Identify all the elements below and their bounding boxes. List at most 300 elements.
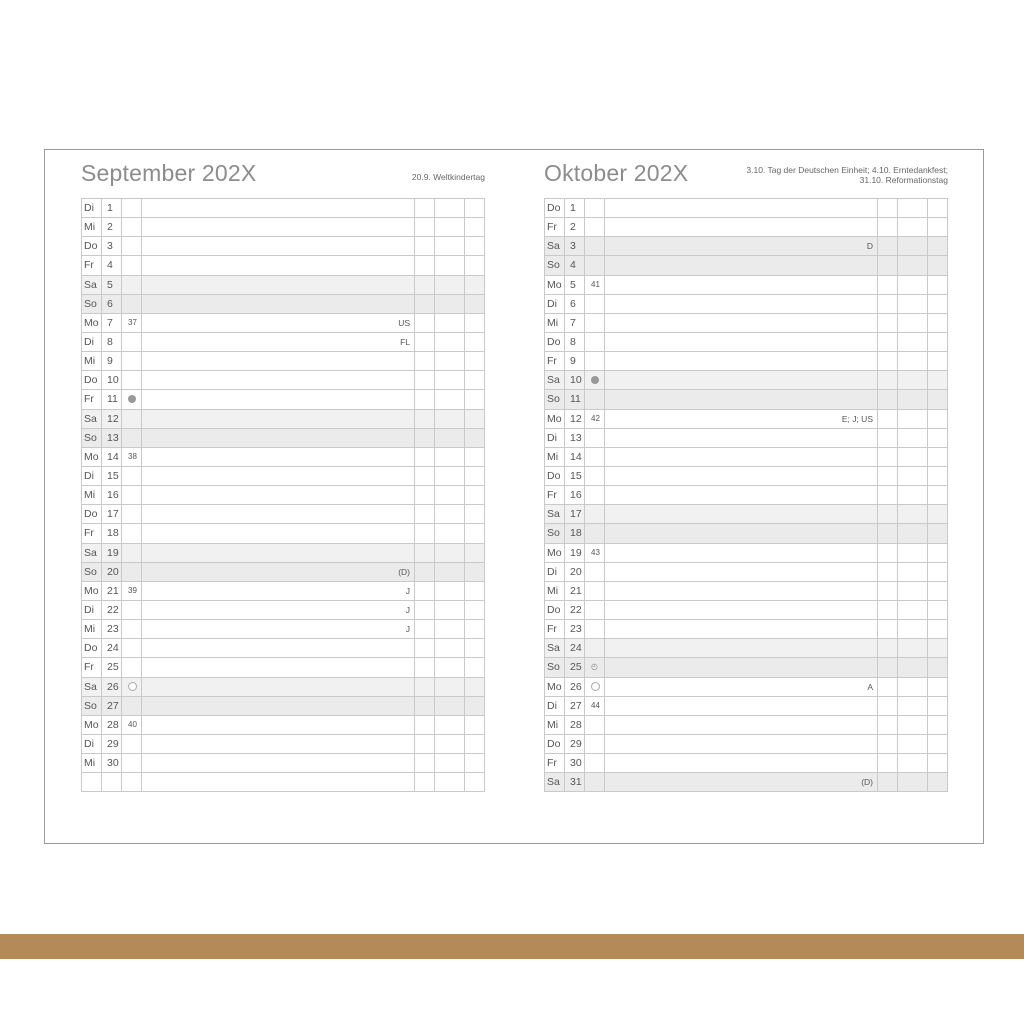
extra-column[interactable] xyxy=(928,294,948,313)
day-number[interactable]: 2 xyxy=(102,218,122,237)
day-number[interactable]: 9 xyxy=(102,352,122,371)
day-number[interactable]: 7 xyxy=(565,313,585,332)
extra-column[interactable] xyxy=(435,313,465,332)
day-entry[interactable] xyxy=(142,237,415,256)
extra-column[interactable] xyxy=(878,754,898,773)
week-number[interactable] xyxy=(122,218,142,237)
week-number[interactable] xyxy=(122,639,142,658)
extra-column[interactable] xyxy=(878,199,898,218)
week-number[interactable]: 40 xyxy=(122,715,142,734)
weekday-label[interactable]: Do xyxy=(82,639,102,658)
extra-column[interactable] xyxy=(898,294,928,313)
extra-column[interactable] xyxy=(435,409,465,428)
day-entry[interactable] xyxy=(142,639,415,658)
extra-column[interactable] xyxy=(415,199,435,218)
day-entry[interactable] xyxy=(605,466,878,485)
day-entry[interactable]: (D) xyxy=(605,773,878,792)
day-entry[interactable] xyxy=(605,428,878,447)
weekday-label[interactable]: Mi xyxy=(82,486,102,505)
weekday-label[interactable]: Mi xyxy=(82,620,102,639)
day-entry[interactable] xyxy=(142,677,415,696)
extra-column[interactable] xyxy=(898,600,928,619)
week-number[interactable] xyxy=(122,199,142,218)
extra-column[interactable] xyxy=(465,275,485,294)
extra-column[interactable] xyxy=(415,658,435,677)
extra-column[interactable] xyxy=(878,620,898,639)
extra-column[interactable] xyxy=(465,773,485,792)
weekday-label[interactable]: So xyxy=(545,390,565,409)
extra-column[interactable] xyxy=(878,562,898,581)
day-number[interactable]: 10 xyxy=(565,371,585,390)
extra-column[interactable] xyxy=(898,677,928,696)
weekday-label[interactable]: Do xyxy=(545,199,565,218)
extra-column[interactable] xyxy=(415,543,435,562)
week-number[interactable] xyxy=(585,332,605,351)
day-number[interactable]: 19 xyxy=(102,543,122,562)
day-entry[interactable] xyxy=(142,543,415,562)
extra-column[interactable] xyxy=(435,237,465,256)
day-entry[interactable] xyxy=(605,218,878,237)
extra-column[interactable] xyxy=(415,466,435,485)
extra-column[interactable] xyxy=(928,332,948,351)
extra-column[interactable] xyxy=(435,275,465,294)
extra-column[interactable] xyxy=(435,332,465,351)
week-number[interactable] xyxy=(585,600,605,619)
day-number[interactable]: 29 xyxy=(102,734,122,753)
week-number[interactable]: 39 xyxy=(122,581,142,600)
extra-column[interactable] xyxy=(928,428,948,447)
weekday-label[interactable]: Mi xyxy=(82,218,102,237)
extra-column[interactable] xyxy=(878,696,898,715)
extra-column[interactable] xyxy=(928,581,948,600)
extra-column[interactable] xyxy=(465,313,485,332)
extra-column[interactable] xyxy=(928,447,948,466)
extra-column[interactable] xyxy=(878,658,898,677)
week-number[interactable] xyxy=(122,677,142,696)
day-entry[interactable] xyxy=(605,562,878,581)
extra-column[interactable] xyxy=(415,562,435,581)
extra-column[interactable] xyxy=(898,466,928,485)
extra-column[interactable] xyxy=(898,773,928,792)
extra-column[interactable] xyxy=(415,677,435,696)
week-number[interactable] xyxy=(122,371,142,390)
extra-column[interactable] xyxy=(465,332,485,351)
extra-column[interactable] xyxy=(928,734,948,753)
day-number[interactable]: 12 xyxy=(102,409,122,428)
day-entry[interactable]: J xyxy=(142,600,415,619)
extra-column[interactable] xyxy=(878,639,898,658)
extra-column[interactable] xyxy=(415,256,435,275)
extra-column[interactable] xyxy=(878,524,898,543)
day-number[interactable]: 5 xyxy=(565,275,585,294)
day-entry[interactable] xyxy=(142,505,415,524)
week-number[interactable] xyxy=(122,294,142,313)
extra-column[interactable] xyxy=(898,313,928,332)
extra-column[interactable] xyxy=(465,199,485,218)
extra-column[interactable] xyxy=(435,352,465,371)
extra-column[interactable] xyxy=(465,218,485,237)
extra-column[interactable] xyxy=(878,352,898,371)
weekday-label[interactable]: So xyxy=(82,696,102,715)
weekday-label[interactable]: Di xyxy=(545,428,565,447)
extra-column[interactable] xyxy=(435,639,465,658)
extra-column[interactable] xyxy=(435,773,465,792)
week-number[interactable] xyxy=(122,275,142,294)
extra-column[interactable] xyxy=(435,524,465,543)
day-entry[interactable] xyxy=(142,256,415,275)
extra-column[interactable] xyxy=(465,237,485,256)
day-entry[interactable] xyxy=(142,715,415,734)
day-number[interactable]: 22 xyxy=(102,600,122,619)
extra-column[interactable] xyxy=(878,275,898,294)
week-number[interactable] xyxy=(122,696,142,715)
extra-column[interactable] xyxy=(928,524,948,543)
day-number[interactable]: 30 xyxy=(102,754,122,773)
extra-column[interactable] xyxy=(435,696,465,715)
weekday-label[interactable]: Sa xyxy=(545,639,565,658)
weekday-label[interactable]: Fr xyxy=(82,390,102,409)
week-number[interactable] xyxy=(122,734,142,753)
extra-column[interactable] xyxy=(435,658,465,677)
day-number[interactable]: 21 xyxy=(565,581,585,600)
extra-column[interactable] xyxy=(928,486,948,505)
extra-column[interactable] xyxy=(415,447,435,466)
week-number[interactable] xyxy=(122,466,142,485)
week-number[interactable] xyxy=(122,428,142,447)
week-number[interactable] xyxy=(122,332,142,351)
day-entry[interactable] xyxy=(605,199,878,218)
weekday-label[interactable]: Di xyxy=(82,199,102,218)
extra-column[interactable] xyxy=(928,218,948,237)
weekday-label[interactable]: Fr xyxy=(545,486,565,505)
day-entry[interactable] xyxy=(605,294,878,313)
day-number[interactable]: 10 xyxy=(102,371,122,390)
extra-column[interactable] xyxy=(928,715,948,734)
day-entry[interactable] xyxy=(605,715,878,734)
day-number[interactable]: 2 xyxy=(565,218,585,237)
week-number[interactable] xyxy=(585,294,605,313)
day-number[interactable]: 3 xyxy=(565,237,585,256)
day-number[interactable]: 9 xyxy=(565,352,585,371)
extra-column[interactable] xyxy=(435,562,465,581)
extra-column[interactable] xyxy=(465,294,485,313)
extra-column[interactable] xyxy=(928,562,948,581)
extra-column[interactable] xyxy=(928,754,948,773)
week-number[interactable] xyxy=(585,677,605,696)
weekday-label[interactable]: Di xyxy=(82,734,102,753)
extra-column[interactable] xyxy=(435,754,465,773)
extra-column[interactable] xyxy=(878,543,898,562)
week-number[interactable] xyxy=(122,352,142,371)
extra-column[interactable] xyxy=(465,466,485,485)
extra-column[interactable] xyxy=(415,237,435,256)
day-number[interactable]: 19 xyxy=(565,543,585,562)
extra-column[interactable] xyxy=(435,294,465,313)
day-entry[interactable] xyxy=(142,773,415,792)
day-number[interactable]: 12 xyxy=(565,409,585,428)
extra-column[interactable] xyxy=(435,428,465,447)
day-entry[interactable] xyxy=(142,352,415,371)
day-number[interactable]: 14 xyxy=(565,447,585,466)
day-entry[interactable] xyxy=(142,524,415,543)
week-number[interactable] xyxy=(122,237,142,256)
day-number[interactable]: 23 xyxy=(565,620,585,639)
extra-column[interactable] xyxy=(878,332,898,351)
week-number[interactable] xyxy=(122,658,142,677)
day-entry[interactable] xyxy=(142,409,415,428)
extra-column[interactable] xyxy=(465,524,485,543)
weekday-label[interactable]: So xyxy=(82,294,102,313)
extra-column[interactable] xyxy=(898,486,928,505)
weekday-label[interactable]: Mo xyxy=(545,409,565,428)
weekday-label[interactable]: Do xyxy=(82,237,102,256)
day-entry[interactable] xyxy=(605,696,878,715)
weekday-label[interactable]: Do xyxy=(545,734,565,753)
day-entry[interactable] xyxy=(605,620,878,639)
day-number[interactable]: 3 xyxy=(102,237,122,256)
extra-column[interactable] xyxy=(878,466,898,485)
week-number[interactable] xyxy=(122,562,142,581)
extra-column[interactable] xyxy=(415,313,435,332)
extra-column[interactable] xyxy=(465,371,485,390)
day-entry[interactable]: J xyxy=(142,581,415,600)
week-number[interactable] xyxy=(585,773,605,792)
day-entry[interactable]: E; J; US xyxy=(605,409,878,428)
day-entry[interactable]: FL xyxy=(142,332,415,351)
extra-column[interactable] xyxy=(465,409,485,428)
extra-column[interactable] xyxy=(898,505,928,524)
day-entry[interactable] xyxy=(605,543,878,562)
extra-column[interactable] xyxy=(898,371,928,390)
extra-column[interactable] xyxy=(898,199,928,218)
extra-column[interactable] xyxy=(465,562,485,581)
extra-column[interactable] xyxy=(928,639,948,658)
weekday-label[interactable]: Mi xyxy=(545,715,565,734)
week-number[interactable] xyxy=(585,581,605,600)
extra-column[interactable] xyxy=(415,524,435,543)
extra-column[interactable] xyxy=(898,409,928,428)
week-number[interactable] xyxy=(585,658,605,677)
extra-column[interactable] xyxy=(435,218,465,237)
day-number[interactable]: 16 xyxy=(102,486,122,505)
day-number[interactable]: 16 xyxy=(565,486,585,505)
day-number[interactable]: 17 xyxy=(102,505,122,524)
extra-column[interactable] xyxy=(878,390,898,409)
week-number[interactable] xyxy=(585,313,605,332)
extra-column[interactable] xyxy=(415,505,435,524)
extra-column[interactable] xyxy=(878,237,898,256)
week-number[interactable] xyxy=(585,371,605,390)
week-number[interactable] xyxy=(585,428,605,447)
weekday-label[interactable]: So xyxy=(545,524,565,543)
extra-column[interactable] xyxy=(878,677,898,696)
extra-column[interactable] xyxy=(435,620,465,639)
week-number[interactable]: 42 xyxy=(585,409,605,428)
weekday-label[interactable]: Mo xyxy=(82,313,102,332)
week-number[interactable]: 41 xyxy=(585,275,605,294)
extra-column[interactable] xyxy=(928,620,948,639)
extra-column[interactable] xyxy=(435,199,465,218)
day-entry[interactable] xyxy=(605,754,878,773)
weekday-label[interactable]: Sa xyxy=(82,409,102,428)
weekday-label[interactable]: Sa xyxy=(82,275,102,294)
extra-column[interactable] xyxy=(878,486,898,505)
day-entry[interactable] xyxy=(605,275,878,294)
day-number[interactable]: 29 xyxy=(565,734,585,753)
extra-column[interactable] xyxy=(928,275,948,294)
weekday-label[interactable]: Sa xyxy=(545,237,565,256)
day-entry[interactable] xyxy=(605,371,878,390)
week-number[interactable] xyxy=(585,562,605,581)
extra-column[interactable] xyxy=(465,677,485,696)
weekday-label[interactable] xyxy=(82,773,102,792)
weekday-label[interactable]: Mo xyxy=(82,715,102,734)
week-number[interactable] xyxy=(585,754,605,773)
weekday-label[interactable]: Fr xyxy=(545,620,565,639)
day-number[interactable]: 17 xyxy=(565,505,585,524)
weekday-label[interactable]: Mo xyxy=(545,543,565,562)
weekday-label[interactable]: Fr xyxy=(82,256,102,275)
extra-column[interactable] xyxy=(928,543,948,562)
weekday-label[interactable]: Sa xyxy=(82,677,102,696)
extra-column[interactable] xyxy=(415,332,435,351)
day-number[interactable]: 25 xyxy=(565,658,585,677)
day-number[interactable]: 8 xyxy=(565,332,585,351)
week-number[interactable] xyxy=(585,715,605,734)
day-number[interactable]: 4 xyxy=(102,256,122,275)
day-number[interactable]: 26 xyxy=(102,677,122,696)
extra-column[interactable] xyxy=(898,218,928,237)
extra-column[interactable] xyxy=(898,543,928,562)
extra-column[interactable] xyxy=(465,620,485,639)
extra-column[interactable] xyxy=(415,218,435,237)
week-number[interactable] xyxy=(585,620,605,639)
extra-column[interactable] xyxy=(465,715,485,734)
week-number[interactable]: 44 xyxy=(585,696,605,715)
weekday-label[interactable]: Do xyxy=(545,600,565,619)
extra-column[interactable] xyxy=(878,581,898,600)
day-number[interactable]: 21 xyxy=(102,581,122,600)
day-entry[interactable] xyxy=(142,734,415,753)
day-number[interactable]: 7 xyxy=(102,313,122,332)
day-entry[interactable] xyxy=(605,486,878,505)
day-entry[interactable] xyxy=(605,734,878,753)
extra-column[interactable] xyxy=(415,275,435,294)
week-number[interactable] xyxy=(585,218,605,237)
extra-column[interactable] xyxy=(898,428,928,447)
extra-column[interactable] xyxy=(898,562,928,581)
weekday-label[interactable]: Sa xyxy=(545,505,565,524)
week-number[interactable] xyxy=(122,543,142,562)
week-number[interactable] xyxy=(585,639,605,658)
extra-column[interactable] xyxy=(465,581,485,600)
weekday-label[interactable]: Di xyxy=(545,562,565,581)
extra-column[interactable] xyxy=(928,371,948,390)
extra-column[interactable] xyxy=(878,505,898,524)
extra-column[interactable] xyxy=(435,677,465,696)
weekday-label[interactable]: So xyxy=(545,256,565,275)
week-number[interactable] xyxy=(122,524,142,543)
week-number[interactable] xyxy=(585,486,605,505)
extra-column[interactable] xyxy=(898,754,928,773)
extra-column[interactable] xyxy=(898,256,928,275)
weekday-label[interactable]: Di xyxy=(82,600,102,619)
extra-column[interactable] xyxy=(415,639,435,658)
day-number[interactable]: 24 xyxy=(565,639,585,658)
extra-column[interactable] xyxy=(928,237,948,256)
day-entry[interactable] xyxy=(605,581,878,600)
extra-column[interactable] xyxy=(878,715,898,734)
weekday-label[interactable]: Mi xyxy=(545,581,565,600)
day-number[interactable]: 15 xyxy=(102,466,122,485)
day-entry[interactable] xyxy=(142,275,415,294)
extra-column[interactable] xyxy=(465,658,485,677)
extra-column[interactable] xyxy=(435,734,465,753)
week-number[interactable] xyxy=(585,352,605,371)
weekday-label[interactable]: Mi xyxy=(545,447,565,466)
week-number[interactable] xyxy=(122,600,142,619)
weekday-label[interactable]: Fr xyxy=(545,352,565,371)
week-number[interactable] xyxy=(585,505,605,524)
day-entry[interactable] xyxy=(142,371,415,390)
day-number[interactable]: 23 xyxy=(102,620,122,639)
extra-column[interactable] xyxy=(435,256,465,275)
day-number[interactable]: 27 xyxy=(565,696,585,715)
day-number[interactable]: 13 xyxy=(102,428,122,447)
weekday-label[interactable]: Mo xyxy=(545,677,565,696)
weekday-label[interactable]: Do xyxy=(82,505,102,524)
weekday-label[interactable]: Di xyxy=(545,696,565,715)
day-entry[interactable] xyxy=(605,639,878,658)
day-number[interactable]: 18 xyxy=(102,524,122,543)
week-number[interactable] xyxy=(122,620,142,639)
extra-column[interactable] xyxy=(878,371,898,390)
extra-column[interactable] xyxy=(435,543,465,562)
extra-column[interactable] xyxy=(928,199,948,218)
day-entry[interactable] xyxy=(142,447,415,466)
week-number[interactable] xyxy=(585,237,605,256)
day-number[interactable]: 28 xyxy=(565,715,585,734)
day-number[interactable]: 27 xyxy=(102,696,122,715)
extra-column[interactable] xyxy=(878,773,898,792)
extra-column[interactable] xyxy=(465,505,485,524)
day-entry[interactable]: (D) xyxy=(142,562,415,581)
weekday-label[interactable]: Mo xyxy=(82,581,102,600)
day-number[interactable]: 24 xyxy=(102,639,122,658)
extra-column[interactable] xyxy=(465,600,485,619)
day-number[interactable]: 6 xyxy=(102,294,122,313)
extra-column[interactable] xyxy=(415,428,435,447)
weekday-label[interactable]: Fr xyxy=(545,754,565,773)
week-number[interactable] xyxy=(585,734,605,753)
weekday-label[interactable]: Fr xyxy=(545,218,565,237)
day-number[interactable]: 20 xyxy=(102,562,122,581)
extra-column[interactable] xyxy=(898,352,928,371)
day-number[interactable]: 11 xyxy=(102,390,122,409)
extra-column[interactable] xyxy=(878,218,898,237)
extra-column[interactable] xyxy=(898,639,928,658)
week-number[interactable] xyxy=(585,199,605,218)
week-number[interactable] xyxy=(122,754,142,773)
day-entry[interactable] xyxy=(605,658,878,677)
week-number[interactable] xyxy=(122,390,142,409)
week-number[interactable] xyxy=(122,256,142,275)
extra-column[interactable] xyxy=(435,715,465,734)
day-number[interactable]: 20 xyxy=(565,562,585,581)
extra-column[interactable] xyxy=(878,409,898,428)
weekday-label[interactable]: Mo xyxy=(82,447,102,466)
extra-column[interactable] xyxy=(415,773,435,792)
